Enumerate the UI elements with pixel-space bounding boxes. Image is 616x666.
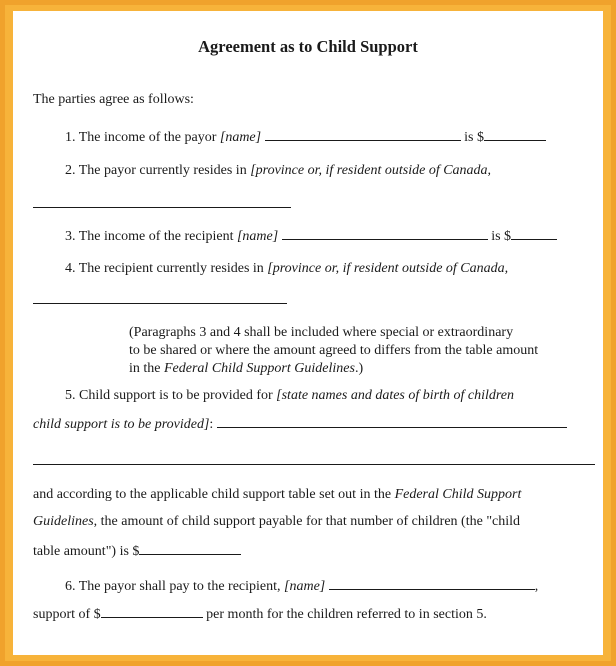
item-6-placeholder: [name] bbox=[284, 579, 326, 594]
item-4 bbox=[65, 260, 508, 278]
children-field-line-2[interactable] bbox=[33, 464, 595, 465]
item-4-number: 4. bbox=[65, 261, 76, 276]
note-line-1: (Paragraphs 3 and 4 shall be included where special or extraordinary bbox=[129, 325, 514, 340]
item-1-amount-label: is $ bbox=[464, 130, 484, 145]
item-1 bbox=[65, 126, 546, 147]
recipient-name-field[interactable] bbox=[282, 225, 488, 240]
item-3 bbox=[65, 225, 557, 246]
item-3-text: The income of the recipient bbox=[78, 229, 237, 244]
item-4-text: The recipient currently resides in bbox=[78, 261, 268, 276]
document-page bbox=[13, 11, 603, 655]
item-5-text: Child support is to be provided for bbox=[79, 388, 277, 403]
guidelines-reference: Federal Child Support Guidelines bbox=[164, 361, 355, 376]
item-6-continued: support of $ per month for the children referred to in section 5. bbox=[33, 603, 487, 624]
recipient-payee-field[interactable] bbox=[329, 575, 535, 590]
table-paragraph-line-2: Guidelines, the amount of child support payable for that number of children (the "child bbox=[33, 514, 521, 529]
monthly-support-field[interactable] bbox=[101, 603, 203, 618]
note-line-3: in the Federal Child Support Guidelines.) bbox=[129, 361, 364, 376]
item-6-number: 6. bbox=[65, 579, 76, 594]
item-2-text: The payor currently resides in bbox=[78, 163, 251, 178]
recipient-income-field[interactable] bbox=[511, 225, 557, 240]
item-5-placeholder-end: child support is to be provided] bbox=[33, 417, 210, 432]
item-5-placeholder: [state names and dates of birth of children bbox=[276, 388, 515, 403]
table-amount-field[interactable] bbox=[139, 540, 241, 555]
item-2-placeholder: [province or, if resident outside of Canada, bbox=[250, 163, 492, 178]
item-1-number: 1. bbox=[65, 130, 76, 145]
children-field-line-1[interactable] bbox=[217, 413, 567, 428]
payor-income-field[interactable] bbox=[484, 126, 546, 141]
item-2 bbox=[65, 162, 491, 180]
note-line-2: to be shared or where the amount agreed to differs from the table amount bbox=[129, 343, 539, 358]
item-3-number: 3. bbox=[65, 229, 76, 244]
item-6-text: The payor shall pay to the recipient, bbox=[78, 579, 285, 594]
payor-residence-field[interactable] bbox=[33, 207, 291, 208]
item-4-placeholder: [province or, if resident outside of Canada, bbox=[267, 261, 509, 276]
recipient-residence-field[interactable] bbox=[33, 303, 287, 304]
item-6: 6. The payor shall pay to the recipient, [name] , bbox=[65, 575, 538, 596]
item-3-amount-label: is $ bbox=[491, 229, 512, 244]
item-1-text: The income of the payor bbox=[78, 130, 220, 145]
document-title: Agreement as to Child Support bbox=[198, 37, 418, 56]
table-paragraph-line-3: table amount") is $ bbox=[33, 540, 241, 561]
table-paragraph-line-1: and according to the applicable child support table set out in the Federal Child Support bbox=[33, 487, 522, 502]
payor-name-field[interactable] bbox=[265, 126, 461, 141]
item-1-placeholder: [name] bbox=[219, 130, 262, 145]
item-5 bbox=[65, 387, 514, 405]
item-5-number: 5. bbox=[65, 388, 76, 403]
item-2-number: 2. bbox=[65, 163, 76, 178]
item-3-placeholder: [name] bbox=[236, 229, 279, 244]
intro-text: The parties agree as follows: bbox=[33, 92, 194, 107]
item-5-continued: child support is to be provided]: bbox=[33, 413, 567, 434]
